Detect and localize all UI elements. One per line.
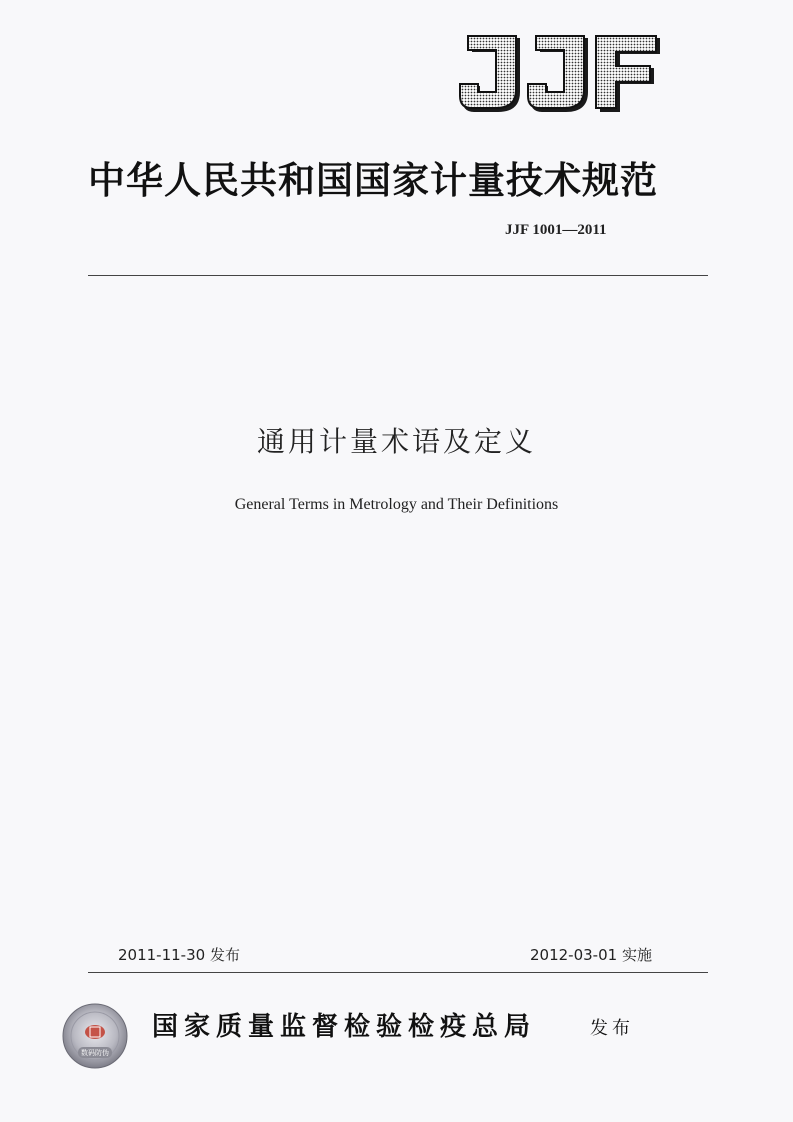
- jjf-logo-icon: [458, 34, 664, 116]
- standard-category-title: 中华人民共和国国家计量技术规范: [88, 158, 658, 202]
- bottom-divider: [88, 972, 708, 973]
- document-title-english: General Terms in Metrology and Their Definitions: [234, 496, 559, 513]
- seal-label: 数码防伪: [81, 1049, 109, 1057]
- implementation-date: 2012-03-01 实施: [530, 946, 652, 964]
- publisher-suffix: 发布: [590, 1018, 634, 1039]
- standard-code: JJF 1001—2011: [505, 222, 607, 238]
- anti-counterfeit-seal-icon: [62, 1003, 128, 1069]
- top-divider: [88, 275, 708, 276]
- publisher-name: 国家质量监督检验检疫总局: [152, 1012, 537, 1042]
- issue-date: 2011-11-30 发布: [118, 946, 240, 964]
- document-title-chinese: 通用计量术语及定义: [256, 425, 536, 458]
